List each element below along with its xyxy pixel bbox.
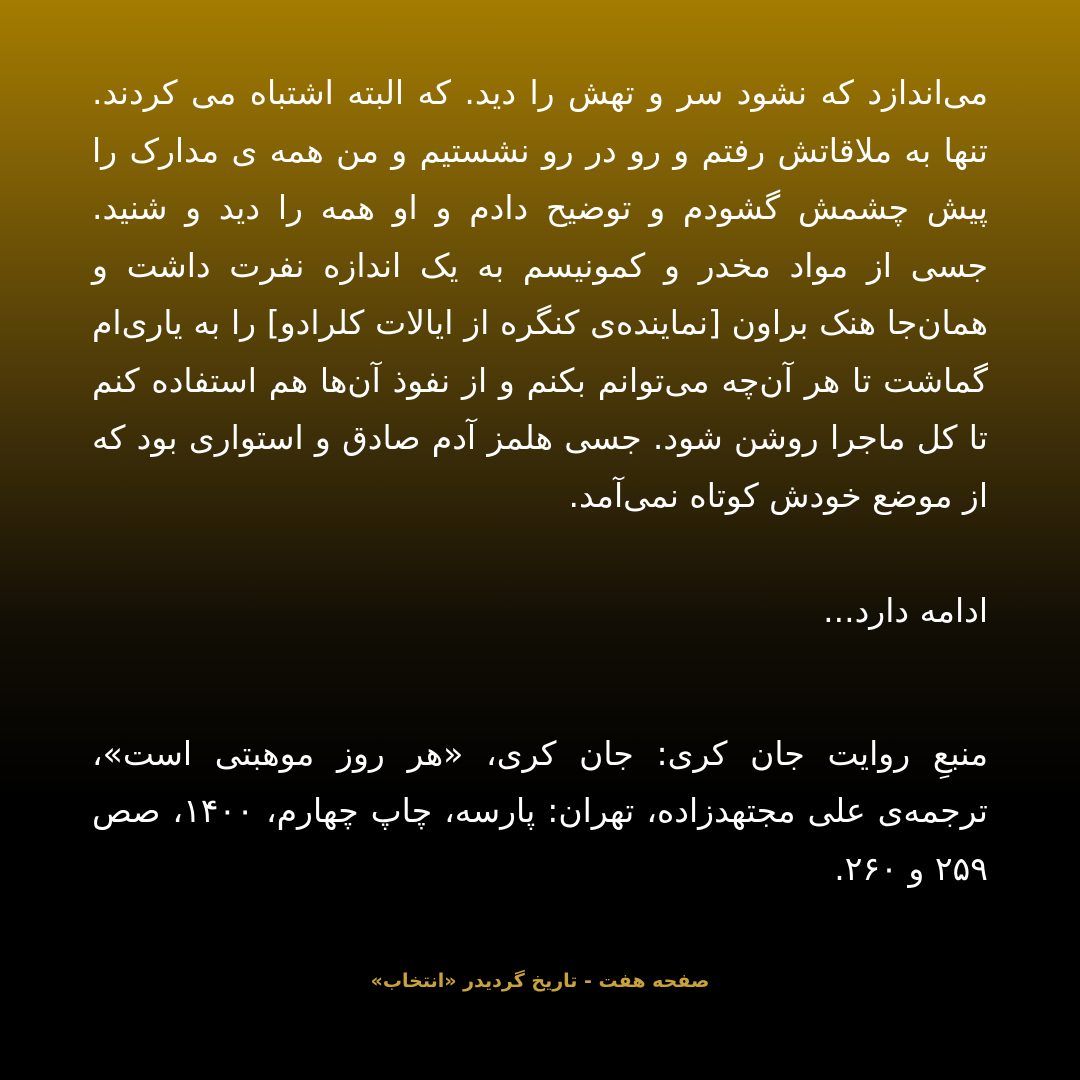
article-content <box>92 64 988 897</box>
page-footer-caption: صفحه هفت - تاریخ گردیدر «انتخاب» <box>370 970 710 992</box>
body-paragraph: می‌اندازد که نشود سر و تهش را دید. که البته اشتباه می کردند. تنها به ملاقاتش رفتم و رو در رو نشستیم و من همه ی مدارک را پیش چشمش گشودم و توضیح دادم و او همه را دید و شنید. جسی از مواد مخدر و کمونیسم به یک اندازه نفرت داشت و همان‌جا هنک براون [نماینده‌ی کنگره از ایالات کلرادو] را به یاری‌ام گماشت تا هر آن‌چه می‌توانم بکنم و از نفوذ آن‌ها هم استفاده کنم تا کل ماجرا روشن شود. جسی هلمز آدم صادق و استواری بود که از موضع خودش کوتاه نمی‌آمد. <box>92 73 988 515</box>
source-citation: منبعِ روایت جان کری: جان کری، «هر روز موهبتی است»، ترجمه‌ی علی مجتهدزاده، تهران: پارسه، چاپ چهارم، ۱۴۰۰، صص ۲۵۹ و ۲۶۰. <box>92 733 988 888</box>
to-be-continued-label: ادامه دارد... <box>823 591 988 630</box>
